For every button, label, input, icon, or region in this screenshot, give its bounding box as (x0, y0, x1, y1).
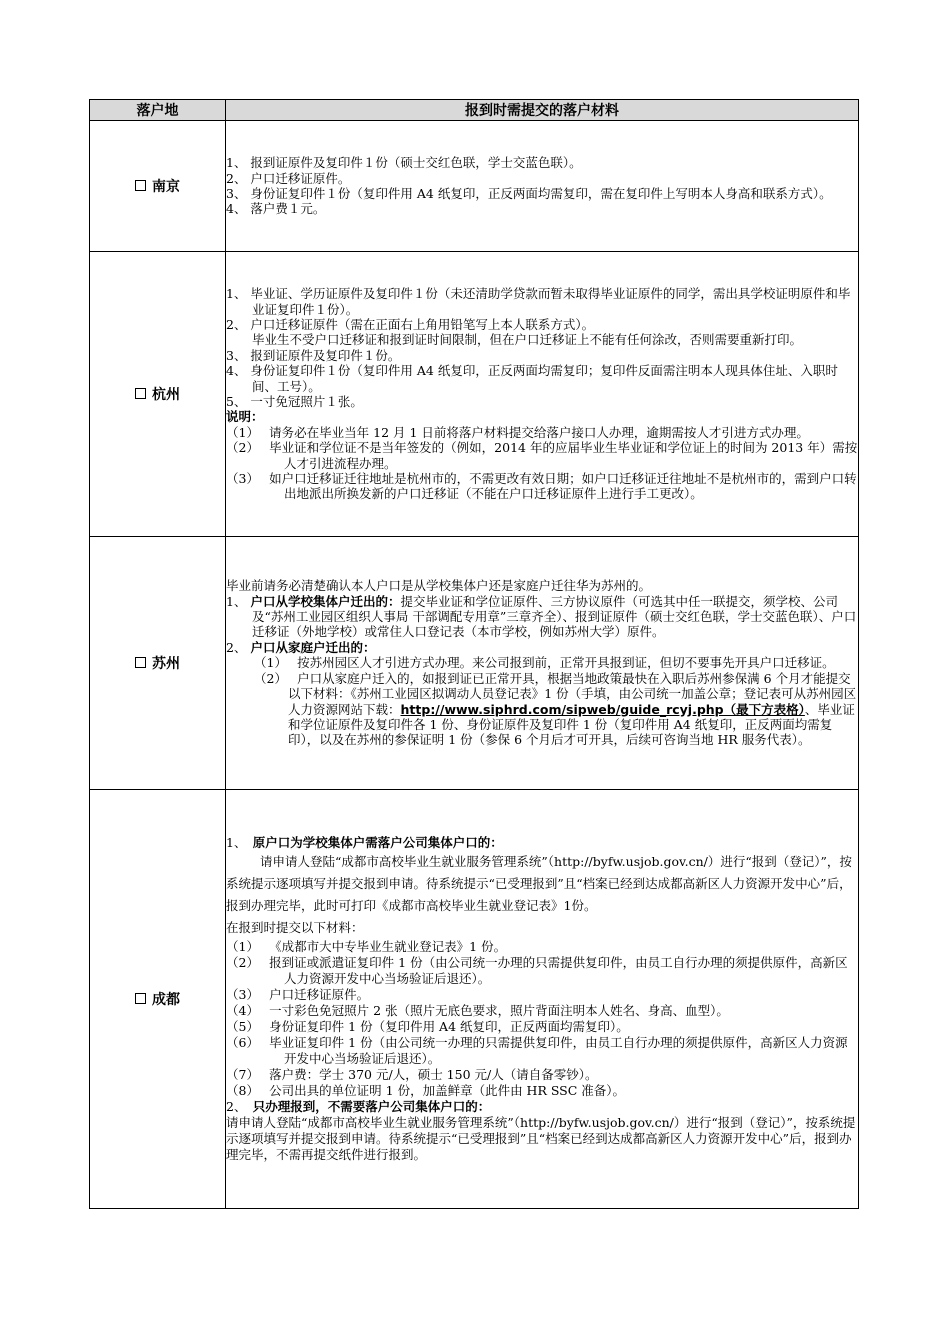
list-item: （2） 报到证或派遣证复印件 1 份（由公司统一办理的只需提供复印件，由员工自行办理的须提供原件，高新区人力资源开发中心当场验证后退还）。 (226, 955, 848, 986)
checkbox-icon (135, 657, 146, 668)
item-number: 2、 (226, 639, 251, 655)
item-text: 提交毕业证和学位证原件、三方协议原件（可选其中任一联提交，须学校、公司及“苏州工业园区组织人事局 干部调配专用章”三章齐全）、报到证原件（硕士交红色联，学士交蓝色联）、户口迁移证（外地学校）或常住人口登记表（本市学校，例如苏州大学）原件。 (252, 593, 857, 640)
paragraph: 请申请人登陆“成都市高校毕业生就业服务管理系统”（http://byfw.usjob.gov.cn/）进行“报到（登记）”，按系统提示逐项填写并提交报到申请。待系统提示“已受理报到”且“档案已经到达成都高新区人力资源开发中心”后，报到办理完毕，不需再提交纸件进行报到。 (226, 1115, 856, 1162)
row-chengdu (90, 790, 859, 1209)
sub-item-text: 、毕业证和学位证原件及复印件各 1 份、身份证原件及复印件 1 份（复印件用 A4 纸复印，正反两面均需复印），以及在苏州的参保证明 1 份（参保 6 个月后才可开具，后续可咨询当地 HR 服务代表）。 (288, 701, 855, 748)
materials-suzhou (226, 537, 859, 790)
list-item-note: 毕业生不受户口迁移证和报到证时间限制，但在户口迁移证上不能有任何涂改，否则需要重新打印。 (252, 332, 803, 348)
list-item: （3） 户口迁移证原件。 (226, 987, 370, 1002)
download-link[interactable]: http://www.siphrd.com/sipweb/guide_rcyj.php（最下方表格） (400, 701, 805, 717)
row-suzhou (90, 537, 859, 790)
materials-nanjing (226, 121, 859, 252)
checkbox-icon (135, 993, 146, 1004)
heading-text: 原户口为学校集体户需落户公司集体户口的： (252, 835, 503, 850)
header-location: 落户地 (90, 100, 226, 121)
sub-item: （1） 按苏州园区人才引进方式办理。来公司报到前，正常开具报到证，但切不要事先开具户口迁移证。 (254, 655, 835, 671)
header-row (90, 100, 859, 121)
item-number: 2、 (226, 1099, 253, 1114)
item-heading: 户口从学校集体户迁出的： (250, 593, 401, 609)
city-suzhou: 苏州 (152, 656, 180, 672)
list-item (226, 640, 858, 655)
intro-text: 毕业前请务必清楚确认本人户口是从学校集体户还是家庭户迁往华为苏州的。 (226, 578, 652, 594)
sub-item (226, 671, 858, 748)
section-heading (226, 835, 858, 851)
list-item: （7） 落户费：学士 370 元/人，硕士 150 元/人（请自备零钞）。 (226, 1067, 598, 1082)
city-chengdu: 成都 (152, 992, 180, 1008)
paragraph: 请申请人登陆“成都市高校毕业生就业服务管理系统”（http://byfw.usjob.gov.cn/）进行“报到（登记）”，按系统提示逐项填写并提交报到申请。待系统提示“已受理报到”且“档案已经到达成都高新区人力资源开发中心”后，报到办理完毕，此时可打印《成都市高校毕业生就业登记表》1份。 (226, 854, 852, 913)
list-item: 1、 报到证原件及复印件１份（硕士交红色联，学士交蓝色联）。 (226, 155, 582, 171)
checkbox-icon (135, 388, 146, 399)
note-item: （1） 请务必在毕业当年 12 月 1 日前将落户材料提交给落户接口人办理，逾期需按人才引进方式办理。 (226, 424, 809, 440)
city-cell-chengdu (90, 790, 226, 1209)
list-item: 1、 毕业证、学历证原件及复印件１份（未还清助学贷款而暂未取得毕业证原件的同学，需出具学校证明原件和毕业证复印件１份）。 (226, 286, 851, 317)
list-item: （8） 公司出具的单位证明 1 份，加盖鲜章（此件由 HR SSC 准备）。 (226, 1083, 626, 1098)
city-cell-hangzhou (90, 252, 226, 537)
header-materials: 报到时需提交的落户材料 (226, 100, 859, 121)
note-item: （3） 如户口迁移证迁往地址是杭州市的，不需更改有效日期；如户口迁移证迁往地址不是杭州市的，需到户口转出地派出所换发新的户口迁移证（不能在户口迁移证原件上进行手工更改）。 (226, 471, 857, 502)
list-item: 4、 落户费１元。 (226, 201, 326, 217)
row-hangzhou (90, 252, 859, 537)
list-item: 2、 户口迁移证原件。 (226, 170, 351, 186)
sub-item-text: （2） 户口从家庭户迁入的，如报到证已正常开具，根据当地政策最快在入职后苏州参保满 6 个月才能提交以下材料：《苏州工业园区拟调动人员登记表》1 份（手填，由公司统一加盖公章；登记表可从苏州园区人力资源网站下载： (254, 670, 857, 717)
city-cell-suzhou (90, 537, 226, 790)
list-item: 3、 身份证复印件１份（复印件用 A4 纸复印，正反两面均需复印，需在复印件上写明本人身高和联系方式）。 (226, 186, 832, 201)
item-number: 1、 (226, 835, 253, 850)
note-label: 说明： (226, 409, 264, 425)
materials-chengdu (226, 790, 859, 1209)
materials-hangzhou (226, 252, 859, 537)
list-item: （1） 《成都市大中专毕业生就业登记表》1 份。 (226, 939, 507, 954)
city-cell-nanjing (90, 121, 226, 252)
list-item: 4、 身份证复印件１份（复印件用 A4 纸复印，正反两面均需复印；复印件反面需注明本人现具体住址、入职时间、工号）。 (226, 363, 838, 394)
paragraph: 在报到时提交以下材料： (226, 920, 364, 935)
list-item: 3、 报到证原件及复印件１份。 (226, 347, 401, 363)
settlement-materials-table (89, 99, 859, 1209)
item-heading: 户口从家庭户迁出的： (250, 639, 376, 655)
city-hangzhou: 杭州 (152, 387, 180, 403)
heading-text: 只办理报到，不需要落户公司集体户口的： (252, 1099, 491, 1114)
list-item: （4） 一寸彩色免冠照片 2 张（照片无底色要求，照片背面注明本人姓名、身高、血型）。 (226, 1003, 729, 1018)
note-item: （2） 毕业证和学位证不是当年签发的（例如，2014 年的应届毕业生毕业证和学位证上的时间为 2013 年）需按人才引进流程办理。 (226, 440, 858, 471)
list-item (226, 594, 858, 640)
row-nanjing (90, 121, 859, 252)
list-item: 2、 户口迁移证原件（需在正面右上角用铅笔写上本人联系方式）。 (226, 316, 595, 332)
section-heading (226, 1099, 858, 1115)
item-number: 1、 (226, 593, 251, 609)
checkbox-icon (135, 180, 146, 191)
list-item: （6） 毕业证复印件 1 份（由公司统一办理的只需提供复印件，由员工自行办理的须提供原件，高新区人力资源开发中心当场验证后退还）。 (226, 1035, 848, 1066)
city-nanjing: 南京 (152, 179, 180, 195)
list-item: 5、 一寸免冠照片１张。 (226, 394, 363, 409)
list-item: （5） 身份证复印件 1 份（复印件用 A4 纸复印，正反两面均需复印）。 (226, 1019, 629, 1034)
